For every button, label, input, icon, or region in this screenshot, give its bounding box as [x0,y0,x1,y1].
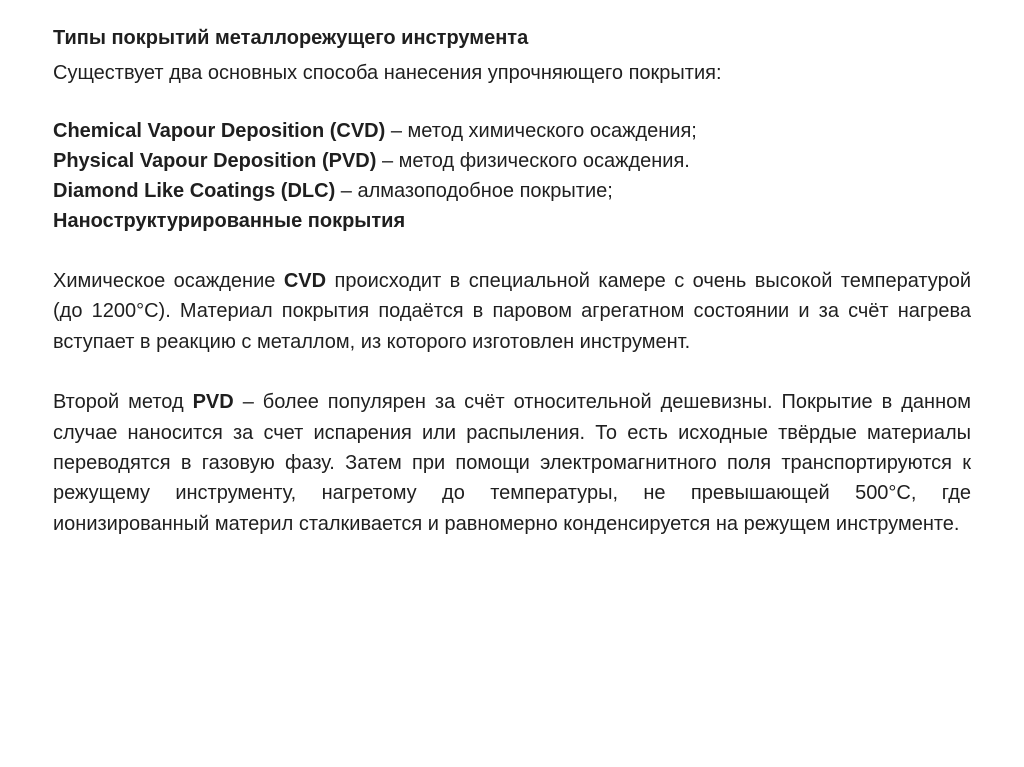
slide-title: Типы покрытий металлорежущего инструмента [53,27,529,49]
cvd-paragraph [53,266,971,357]
method-name: Chemical Vapour Deposition (CVD) [53,120,386,142]
method-item-dlc [53,176,971,206]
pvd-text-after: – более популярен за счёт относительной дешевизны. Покрытие в данном случае наносится за счет испарения или распыления. То есть исходные твёрдые материалы переводятся в газовую фазу. Затем при помощи электромагнитного поля транспортируются к режущему инструменту, нагретому до температуры, не превышающей 500°С, где ионизированный материл сталкивается и равномерно конденсируется на режущем инструменте. [53,391,971,535]
coating-methods-list [53,116,971,236]
method-name: Physical Vapour Deposition (PVD) [53,150,377,172]
method-description: – метод химического осаждения; [385,120,697,142]
intro-text: Существует два основных способа нанесения упрочняющего покрытия: [53,62,722,84]
pvd-paragraph [53,387,971,539]
method-description: – алмазоподобное покрытие; [335,180,613,202]
method-description: – метод физического осаждения. [376,150,690,172]
method-item-nano [53,206,971,236]
cvd-term: CVD [283,270,327,292]
pvd-text-before: Второй метод [53,391,193,414]
method-item-cvd [53,116,971,146]
method-item-pvd [53,146,971,176]
method-name: Diamond Like Coatings (DLC) [53,180,336,202]
cvd-text-after: происходит в специальной камере с очень высокой температурой (до 1200°С). Материал покрытия подаётся в паровом агрегатном состоянии и за счёт нагрева вступает в реакцию с металлом, из которого изготовлен инструмент. [53,270,971,353]
slide-content [53,24,971,539]
cvd-text-before: Химическое осаждение [53,270,284,292]
method-name: Наноструктурированные покрытия [53,210,406,232]
pvd-term: PVD [192,391,234,414]
